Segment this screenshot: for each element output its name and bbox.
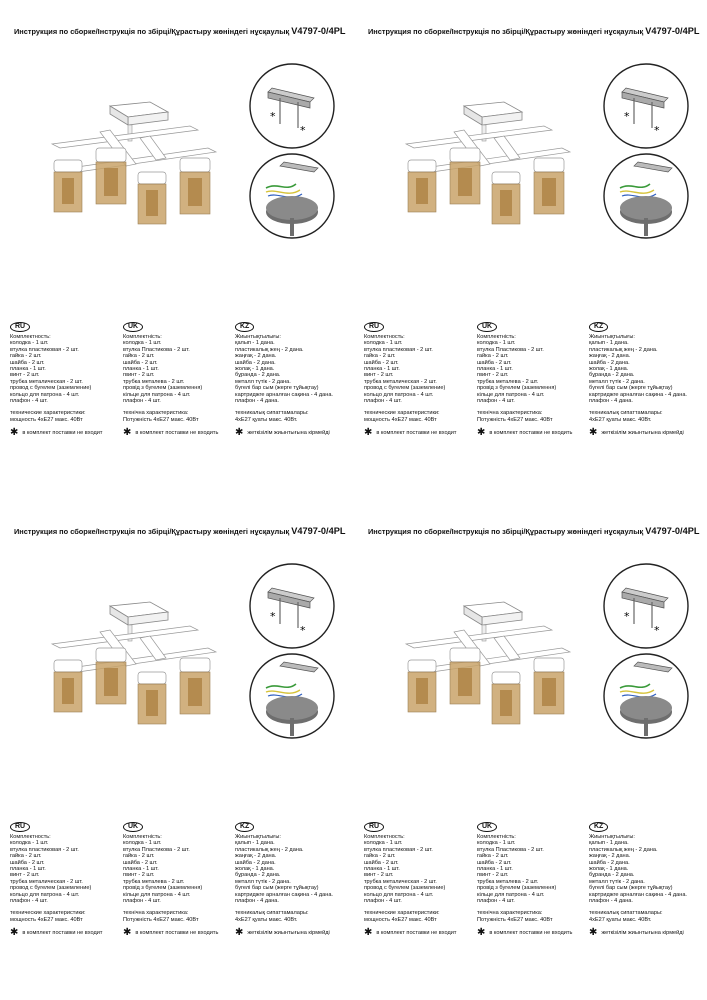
not-included-note: ✱ в комплект поставки не входить — [123, 927, 219, 939]
list-item: металл түтік - 2 дана. — [589, 378, 645, 385]
contents-list — [589, 834, 699, 904]
list-item: пластикалық жең - 2 дана. — [235, 346, 304, 353]
lamp-shade — [180, 158, 210, 214]
list-item: шайба - 2 дана. — [589, 859, 630, 866]
list-item: колодка - 1 шт. — [10, 840, 49, 847]
list-item: колодка - 1 шт. — [123, 340, 162, 347]
list-item: втулка Пластикова - 2 шт. — [123, 346, 190, 353]
not-included-note: ✱ в комплект поставки не входить — [477, 927, 573, 939]
asterisk-icon: ✱ — [10, 927, 19, 939]
spec-label: техникалық сипаттамалары: — [589, 410, 663, 417]
spec-value: 4xE27 қуаты макс. 40Вт. — [589, 916, 652, 923]
title-text: Инструкция по сборке/Інструкція по збірці/Құрастыру жөніндегі нұсқаулық — [368, 527, 646, 536]
spec-label: технические характеристики: — [364, 910, 440, 917]
not-included-note: ✱ жеткізілім жиынтығына кірмейді — [235, 427, 330, 439]
asterisk-icon: * — [270, 610, 276, 623]
list-item: бүгелі бар сым (жерге тұйықтау) — [589, 885, 673, 892]
not-included-note: ✱ жеткізілім жиынтығына кірмейді — [235, 927, 330, 939]
language-badge: RU — [10, 322, 30, 332]
language-badge: RU — [364, 822, 384, 832]
asterisk-icon: ✱ — [10, 427, 19, 439]
list-item: Жиынтықтылығы: — [589, 334, 635, 340]
lamp-shade — [180, 658, 210, 714]
spec-label: технічна характеристика: — [123, 410, 189, 417]
spec-value: Потужність 4xE27 макс. 40Вт — [123, 416, 199, 423]
list-item: колодка - 1 шт. — [10, 340, 49, 347]
ceiling-base-icon — [248, 652, 336, 740]
list-item: трубка металева - 2 шт. — [477, 378, 539, 385]
mounting-bar-icon — [602, 62, 690, 150]
list-item: плафон - 4 шт. — [364, 898, 402, 905]
list-item: Комплектность: — [364, 334, 405, 340]
language-badge: KZ — [235, 822, 254, 832]
list-item: гайка - 2 шт. — [477, 853, 509, 860]
model-number: V4797-0/4PL — [291, 526, 346, 536]
list-item: кільце для патрона - 4 шт. — [123, 891, 191, 898]
list-item: бұранда - 2 дана. — [589, 872, 635, 879]
list-item: гвинт - 2 шт. — [123, 372, 155, 379]
list-item: шайба - 2 шт. — [10, 859, 45, 866]
list-item: планка - 1 шт. — [477, 866, 513, 873]
sheet-title — [368, 26, 698, 36]
list-item: кольцо для патрона - 4 шт. — [364, 391, 434, 398]
lamp-shade — [96, 648, 126, 704]
list-item: Жиынтықтылығы: — [235, 834, 281, 840]
lamp-illustration — [394, 598, 584, 728]
language-badge: RU — [364, 322, 384, 332]
list-item: плафон - 4 дана. — [235, 398, 279, 405]
list-item: втулка пластиковая - 2 шт. — [364, 346, 433, 353]
list-item: қалып - 1 дана. — [235, 840, 275, 847]
list-item: металл түтік - 2 дана. — [589, 878, 645, 885]
list-item: плафон - 4 шт. — [364, 398, 402, 405]
contents-list — [235, 334, 345, 404]
list-item: гвинт - 2 шт. — [123, 872, 155, 879]
not-included-note: ✱ в комплект поставки не входить — [477, 427, 573, 439]
list-item: пластикалық жең - 2 дана. — [589, 346, 658, 353]
spec-value: мощность 4xE27 макс. 40Вт — [364, 416, 437, 423]
list-item: пластикалық жең - 2 дана. — [235, 846, 304, 853]
asterisk-icon: ✱ — [123, 927, 132, 939]
list-item: шайба - 2 дана. — [589, 359, 630, 366]
list-item: гайка - 2 шт. — [364, 353, 396, 360]
asterisk-icon: ✱ — [589, 927, 598, 939]
list-item: шайба - 2 шт. — [477, 859, 512, 866]
asterisk-icon: ✱ — [235, 927, 244, 939]
contents-list — [123, 834, 233, 904]
list-item: втулка Пластикова - 2 шт. — [477, 346, 544, 353]
lamp-illustration — [40, 98, 230, 228]
contents-list — [235, 834, 345, 904]
column-kz — [235, 322, 345, 437]
spec-label: техникалық сипаттамалары: — [589, 910, 663, 917]
sheet-title — [14, 526, 344, 536]
list-item: планка - 1 шт. — [10, 866, 46, 873]
column-uk — [123, 322, 233, 437]
asterisk-icon: ✱ — [589, 427, 598, 439]
list-item: Комплектність: — [123, 834, 162, 840]
column-kz — [589, 322, 699, 437]
not-included-note: ✱ жеткізілім жиынтығына кірмейді — [589, 427, 684, 439]
column-kz — [235, 822, 345, 937]
language-badge: KZ — [589, 822, 608, 832]
list-item: трубка металическая - 2 шт. — [364, 878, 437, 885]
column-uk — [477, 322, 587, 437]
asterisk-icon: * — [654, 624, 660, 637]
contents-list — [10, 334, 120, 404]
list-item: бүгелі бар сым (жерге тұйықтау) — [235, 885, 319, 892]
language-badge: UK — [477, 822, 497, 832]
list-item: бұранда - 2 дана. — [589, 372, 635, 379]
list-item: винт - 2 шт. — [364, 872, 394, 879]
list-item: кольцо для патрона - 4 шт. — [10, 891, 80, 898]
list-item: шайба - 2 дана. — [235, 859, 276, 866]
instruction-sheet — [354, 0, 707, 500]
list-item: колодка - 1 шт. — [364, 340, 403, 347]
list-item: провод с бугелем (заземление) — [10, 385, 92, 392]
list-item: Комплектность: — [10, 334, 51, 340]
spec-label: технические характеристики: — [364, 410, 440, 417]
list-item: гайка - 2 шт. — [123, 853, 155, 860]
list-item: колодка - 1 шт. — [477, 840, 516, 847]
lamp-shade — [534, 658, 564, 714]
instruction-sheet — [0, 500, 353, 1000]
list-item: трубка металическая - 2 шт. — [10, 878, 83, 885]
ceiling-base-icon — [602, 152, 690, 240]
list-item: жолақ - 1 дана. — [589, 366, 629, 373]
list-item: трубка металева - 2 шт. — [123, 878, 185, 885]
list-item: Комплектность: — [364, 834, 405, 840]
title-text: Инструкция по сборке/Інструкція по збірці/Құрастыру жөніндегі нұсқаулық — [368, 27, 646, 36]
not-included-note: ✱ в комплект поставки не входит — [364, 927, 457, 939]
list-item: втулка пластиковая - 2 шт. — [364, 846, 433, 853]
contents-list — [477, 834, 587, 904]
asterisk-icon: ✱ — [364, 427, 373, 439]
column-ru — [10, 822, 120, 937]
list-item: шайба - 2 шт. — [477, 359, 512, 366]
list-item: металл түтік - 2 дана. — [235, 378, 291, 385]
language-badge: KZ — [235, 322, 254, 332]
asterisk-icon: * — [624, 610, 630, 623]
asterisk-icon: * — [654, 124, 660, 137]
list-item: металл түтік - 2 дана. — [235, 878, 291, 885]
instruction-sheet — [354, 500, 707, 1000]
list-item: винт - 2 шт. — [10, 372, 40, 379]
list-item: плафон - 4 дана. — [235, 898, 279, 905]
list-item: картриджге арналған сақина - 4 дана. — [235, 891, 333, 898]
spec-value: Потужність 4xE27 макс. 40Вт — [477, 416, 553, 423]
list-item: кільце для патрона - 4 шт. — [477, 891, 545, 898]
list-item: винт - 2 шт. — [364, 372, 394, 379]
ceiling-base-icon — [602, 652, 690, 740]
list-item: гайка - 2 шт. — [477, 353, 509, 360]
asterisk-icon: * — [300, 624, 306, 637]
list-item: трубка металическая - 2 шт. — [10, 378, 83, 385]
language-badge: RU — [10, 822, 30, 832]
column-ru — [364, 322, 474, 437]
list-item: бүгелі бар сым (жерге тұйықтау) — [235, 385, 319, 392]
list-item: провід з бугелем (заземлення) — [477, 385, 557, 392]
list-item: шайба - 2 шт. — [364, 359, 399, 366]
lamp-shade — [492, 172, 520, 224]
spec-label: технические характеристики: — [10, 410, 86, 417]
model-number: V4797-0/4PL — [291, 26, 346, 36]
not-included-note: ✱ в комплект поставки не входит — [10, 427, 103, 439]
contents-list — [364, 334, 474, 404]
list-item: Жиынтықтылығы: — [235, 334, 281, 340]
column-uk — [123, 822, 233, 937]
list-item: плафон - 4 дана. — [589, 898, 633, 905]
mounting-bar-icon — [602, 562, 690, 650]
ceiling-base-icon — [248, 152, 336, 240]
list-item: винт - 2 шт. — [10, 872, 40, 879]
list-item: гайка - 2 шт. — [123, 353, 155, 360]
list-item: провод с бугелем (заземление) — [364, 385, 446, 392]
list-item: кольцо для патрона - 4 шт. — [10, 391, 80, 398]
list-item: гайка - 2 шт. — [10, 853, 42, 860]
spec-value: Потужність 4xE27 макс. 40Вт — [123, 916, 199, 923]
list-item: шайба - 2 шт. — [123, 859, 158, 866]
asterisk-icon: * — [270, 110, 276, 123]
list-item: провід з бугелем (заземлення) — [123, 385, 203, 392]
list-item: картриджге арналған сақина - 4 дана. — [589, 891, 687, 898]
list-item: картриджге арналған сақина - 4 дана. — [589, 391, 687, 398]
column-kz — [589, 822, 699, 937]
list-item: втулка пластиковая - 2 шт. — [10, 846, 79, 853]
list-item: шайба - 2 шт. — [123, 359, 158, 366]
lamp-illustration — [40, 598, 230, 728]
lamp-shade — [138, 172, 166, 224]
list-item: Комплектність: — [123, 334, 162, 340]
asterisk-icon: * — [624, 110, 630, 123]
asterisk-icon: ✱ — [477, 427, 486, 439]
sheet-title — [14, 26, 344, 36]
spec-label: технічна характеристика: — [477, 910, 543, 917]
asterisk-icon: * — [300, 124, 306, 137]
list-item: Жиынтықтылығы: — [589, 834, 635, 840]
list-item: колодка - 1 шт. — [123, 840, 162, 847]
list-item: гвинт - 2 шт. — [477, 872, 509, 879]
list-item: Комплектність: — [477, 834, 516, 840]
spec-value: 4xE27 қуаты макс. 40Вт. — [235, 916, 298, 923]
list-item: бұранда - 2 дана. — [235, 372, 281, 379]
list-item: колодка - 1 шт. — [364, 840, 403, 847]
language-badge: UK — [123, 822, 143, 832]
list-item: провід з бугелем (заземлення) — [477, 885, 557, 892]
list-item: провод с бугелем (заземление) — [10, 885, 92, 892]
list-item: колодка - 1 шт. — [477, 340, 516, 347]
language-badge: KZ — [589, 322, 608, 332]
spec-value: 4xE27 қуаты макс. 40Вт. — [235, 416, 298, 423]
asterisk-icon: ✱ — [235, 427, 244, 439]
list-item: қалып - 1 дана. — [589, 840, 629, 847]
list-item: қалып - 1 дана. — [235, 340, 275, 347]
title-text: Инструкция по сборке/Інструкція по збірці/Құрастыру жөніндегі нұсқаулық — [14, 527, 292, 536]
asterisk-icon: ✱ — [477, 927, 486, 939]
spec-value: 4xE27 қуаты макс. 40Вт. — [589, 416, 652, 423]
list-item: плафон - 4 шт. — [477, 398, 515, 405]
asterisk-icon: ✱ — [364, 927, 373, 939]
list-item: планка - 1 шт. — [364, 866, 400, 873]
spec-label: техникалық сипаттамалары: — [235, 910, 309, 917]
mounting-bar-icon — [248, 62, 336, 150]
list-item: провод с бугелем (заземление) — [364, 885, 446, 892]
list-item: провід з бугелем (заземлення) — [123, 885, 203, 892]
spec-label: технічна характеристика: — [477, 410, 543, 417]
list-item: гайка - 2 шт. — [364, 853, 396, 860]
list-item: жаңғақ - 2 дана. — [589, 353, 631, 360]
list-item: шайба - 2 шт. — [10, 359, 45, 366]
language-badge: UK — [477, 322, 497, 332]
list-item: кільце для патрона - 4 шт. — [477, 391, 545, 398]
list-item: кільце для патрона - 4 шт. — [123, 391, 191, 398]
list-item: шайба - 2 дана. — [235, 359, 276, 366]
language-badge: UK — [123, 322, 143, 332]
spec-label: техникалық сипаттамалары: — [235, 410, 309, 417]
list-item: бүгелі бар сым (жерге тұйықтау) — [589, 385, 673, 392]
column-uk — [477, 822, 587, 937]
list-item: плафон - 4 шт. — [10, 898, 48, 905]
lamp-shade — [96, 148, 126, 204]
not-included-note: ✱ в комплект поставки не входит — [364, 427, 457, 439]
list-item: втулка Пластикова - 2 шт. — [477, 846, 544, 853]
list-item: жолақ - 1 дана. — [235, 866, 275, 873]
list-item: жолақ - 1 дана. — [235, 366, 275, 373]
lamp-shade — [138, 672, 166, 724]
spec-value: мощность 4xE27 макс. 40Вт — [10, 916, 83, 923]
list-item: трубка металева - 2 шт. — [477, 878, 539, 885]
list-item: плафон - 4 шт. — [477, 898, 515, 905]
list-item: пластикалық жең - 2 дана. — [589, 846, 658, 853]
title-text: Инструкция по сборке/Інструкція по збірці/Құрастыру жөніндегі нұсқаулық — [14, 27, 292, 36]
list-item: кольцо для патрона - 4 шт. — [364, 891, 434, 898]
spec-value: Потужність 4xE27 макс. 40Вт — [477, 916, 553, 923]
list-item: картриджге арналған сақина - 4 дана. — [235, 391, 333, 398]
list-item: плафон - 4 дана. — [589, 398, 633, 405]
list-item: плафон - 4 шт. — [10, 398, 48, 405]
list-item: гайка - 2 шт. — [10, 353, 42, 360]
spec-label: технические характеристики: — [10, 910, 86, 917]
spec-label: технічна характеристика: — [123, 910, 189, 917]
list-item: плафон - 4 шт. — [123, 898, 161, 905]
model-number: V4797-0/4PL — [645, 26, 700, 36]
contents-list — [364, 834, 474, 904]
lamp-shade — [54, 660, 82, 712]
lamp-shade — [492, 672, 520, 724]
spec-value: мощность 4xE27 макс. 40Вт — [364, 916, 437, 923]
not-included-note: ✱ в комплект поставки не входит — [10, 927, 103, 939]
contents-list — [10, 834, 120, 904]
not-included-note: ✱ в комплект поставки не входить — [123, 427, 219, 439]
list-item: жолақ - 1 дана. — [589, 866, 629, 873]
list-item: қалып - 1 дана. — [589, 340, 629, 347]
contents-list — [589, 334, 699, 404]
list-item: Комплектность: — [10, 834, 51, 840]
list-item: втулка Пластикова - 2 шт. — [123, 846, 190, 853]
list-item: плафон - 4 шт. — [123, 398, 161, 405]
list-item: Комплектність: — [477, 334, 516, 340]
list-item: бұранда - 2 дана. — [235, 872, 281, 879]
lamp-shade — [408, 160, 436, 212]
asterisk-icon: ✱ — [123, 427, 132, 439]
mounting-bar-icon — [248, 562, 336, 650]
list-item: гвинт - 2 шт. — [477, 372, 509, 379]
list-item: планка - 1 шт. — [10, 366, 46, 373]
list-item: планка - 1 шт. — [477, 366, 513, 373]
lamp-shade — [450, 648, 480, 704]
list-item: планка - 1 шт. — [123, 866, 159, 873]
column-ru — [364, 822, 474, 937]
lamp-shade — [54, 160, 82, 212]
lamp-shade — [534, 158, 564, 214]
list-item: трубка металическая - 2 шт. — [364, 378, 437, 385]
list-item: жаңғақ - 2 дана. — [235, 853, 277, 860]
lamp-illustration — [394, 98, 584, 228]
list-item: жаңғақ - 2 дана. — [589, 853, 631, 860]
list-item: планка - 1 шт. — [123, 366, 159, 373]
list-item: шайба - 2 шт. — [364, 859, 399, 866]
list-item: жаңғақ - 2 дана. — [235, 353, 277, 360]
contents-list — [477, 334, 587, 404]
lamp-shade — [408, 660, 436, 712]
instruction-sheet — [0, 0, 353, 500]
sheet-title — [368, 526, 698, 536]
contents-list — [123, 334, 233, 404]
list-item: втулка пластиковая - 2 шт. — [10, 346, 79, 353]
list-item: трубка металева - 2 шт. — [123, 378, 185, 385]
model-number: V4797-0/4PL — [645, 526, 700, 536]
list-item: планка - 1 шт. — [364, 366, 400, 373]
not-included-note: ✱ жеткізілім жиынтығына кірмейді — [589, 927, 684, 939]
lamp-shade — [450, 148, 480, 204]
spec-value: мощность 4xE27 макс. 40Вт — [10, 416, 83, 423]
column-ru — [10, 322, 120, 437]
